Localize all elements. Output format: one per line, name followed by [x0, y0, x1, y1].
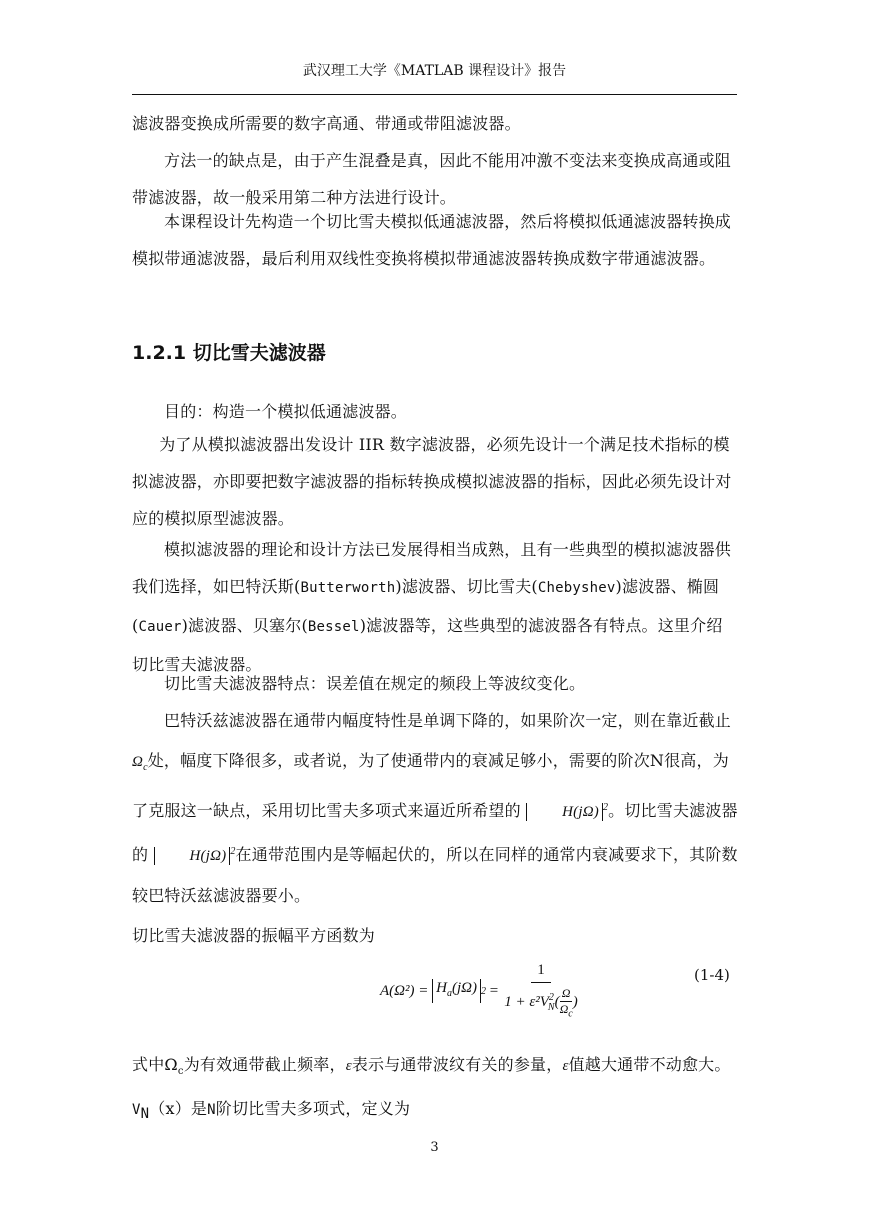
p8-text-4: 在通带范围内是等幅起伏的，所以在同样的通常内衰减要求下，其阶数较巴特沃兹滤波器要小。	[132, 845, 738, 905]
paragraph-purpose: 目的：构造一个模拟低通滤波器。	[164, 402, 408, 421]
page-header	[132, 56, 737, 95]
p6-text-3: )滤波器、椭圆(	[132, 577, 720, 635]
p6-text-1: 模拟滤波器的理论和设计方法已发展得相当成熟，且有一些典型的模拟滤波器供我们选择，如巴特沃斯(	[132, 540, 732, 596]
term-cauer: Cauer	[138, 619, 182, 635]
term-bessel: Bessel	[307, 619, 360, 635]
p6-text-2: )滤波器、切比雪夫(	[395, 577, 538, 596]
equation-denominator: $1 + \varepsilon^2V^2_N$( $\frac{\Omega}{\Omega_c}$ )	[504, 986, 578, 1020]
epsilon-symbol-2: ε	[562, 1058, 569, 1074]
magnitude-response-symbol: H(jΩ) $^2$	[526, 804, 608, 820]
omega-c-symbol: $\Omega_c$	[132, 754, 148, 773]
p8-text-3: 。切比雪夫滤波器的	[132, 801, 738, 864]
paragraph-amplitude-function: 切比雪夫滤波器的振幅平方函数为	[132, 926, 376, 945]
equation-number: (1-4)	[694, 966, 730, 984]
paragraph-butterworth	[132, 701, 738, 916]
equation-1-4	[380, 958, 578, 1024]
p8-text-1: 巴特沃兹滤波器在通带内幅度特性是单调下降的，如果阶次一定，则在靠近截止	[164, 711, 732, 730]
paragraph-definition: 式中$\Omega_c$为有效通带截止频率，ε表示与通带波纹有关的参量，ε值越大通带不动愈大。$V_N(x)$是N阶切比雪夫多项式，定义为	[132, 1055, 731, 1123]
paragraph-design: 为了从模拟滤波器出发设计 IIR 数字滤波器，必须先设计一个满足技术指标的模拟滤波器，亦即要把数字滤波器的指标转换成模拟滤波器的指标，因此必须先设计对应的模拟原型滤波器。	[132, 435, 732, 528]
equation-power: 2	[480, 985, 486, 997]
p6-text-5: )滤波器等，这些典型的滤波器各有特点。这里介绍切比雪夫滤波器。	[132, 616, 723, 674]
equation-lhs: A(Ω²) =	[380, 982, 429, 999]
equation-equals: =	[489, 982, 499, 999]
paragraph-3: 本课程设计先构造一个切比雪夫模拟低通滤波器，然后将模拟低通滤波器转换成模拟带通滤波器，最后利用双线性变换将模拟带通滤波器转换成数字带通滤波器。	[132, 212, 732, 268]
paragraph-2: 方法一的缺点是，由于产生混叠是真，因此不能用冲激不变法来变换成高通或阻带滤波器，故一般采用第二种方法进行设计。	[132, 151, 732, 207]
paragraph-analog-filters	[132, 531, 738, 683]
section-heading: 1.2.1 切比雪夫滤波器	[132, 342, 326, 364]
paragraph-feature: 切比雪夫滤波器特点：误差值在规定的频段上等波纹变化。	[164, 674, 586, 693]
term-chebyshev: Chebyshev	[537, 580, 616, 596]
equation-fraction	[504, 962, 578, 1019]
p8-text-2: 处，幅度下降很多，或者说，为了使通带内的衰减足够小，需要的阶次N很高，为了克服这一缺点，采用切比雪夫多项式来逼近所希望的	[132, 751, 729, 820]
term-butterworth: Butterworth	[300, 580, 396, 596]
p6-text-4: )滤波器、贝塞尔(	[181, 616, 308, 635]
magnitude-response-symbol-2: H(jΩ) $^2$	[154, 848, 236, 864]
equation-abs: $H_a(j\Omega)$	[432, 979, 481, 1003]
paragraph-1: 滤波器变换成所需要的数字高通、带通或带阻滤波器。	[132, 114, 521, 133]
header-title: 武汉理工大学《MATLAB 课程设计》报告	[302, 63, 567, 79]
equation-numerator: 1	[531, 962, 551, 983]
epsilon-symbol: ε	[345, 1058, 352, 1074]
page-number: 3	[430, 1140, 439, 1155]
